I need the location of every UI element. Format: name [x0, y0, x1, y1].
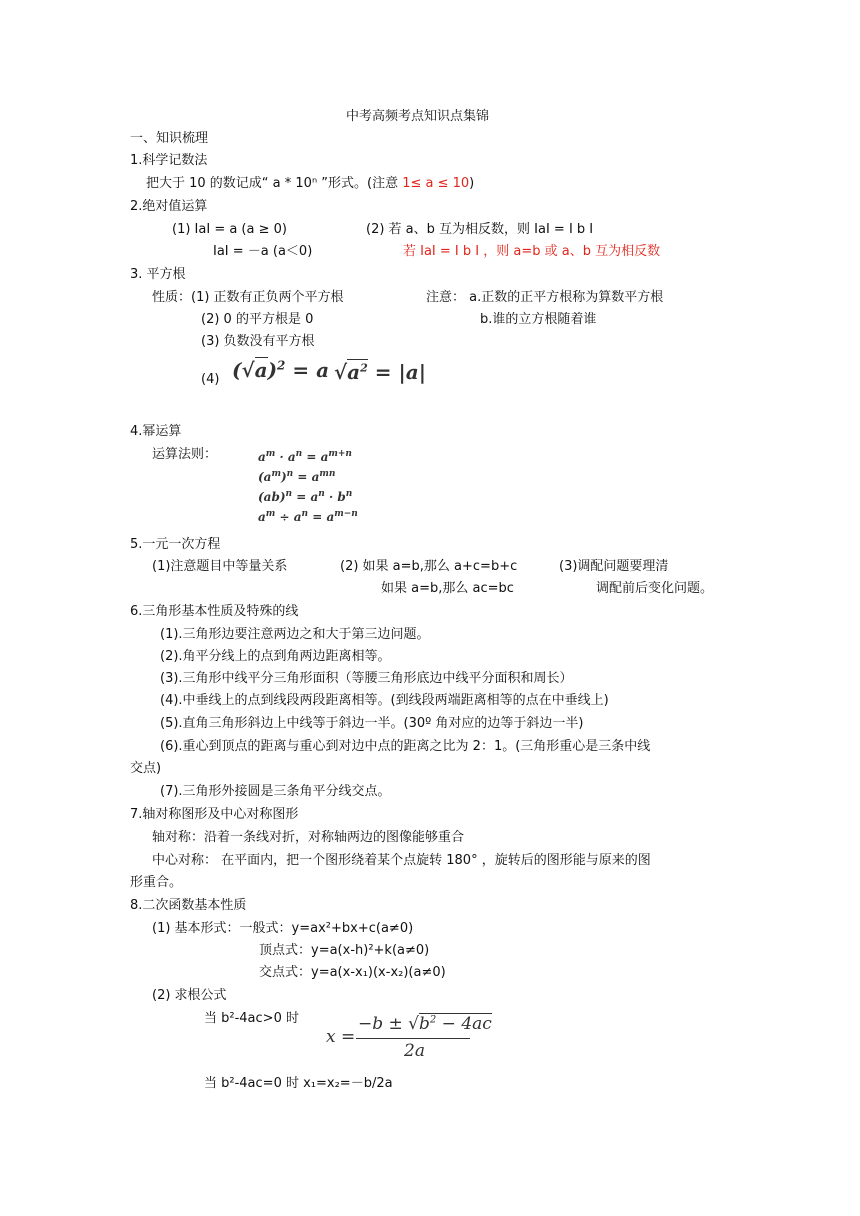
- linear-eq-note-3b: 调配前后变化问题。: [596, 581, 714, 596]
- heading-scientific-notation: 1.科学记数法: [130, 153, 208, 168]
- scientific-notation-range: 1≤ a ≤ 10: [402, 176, 470, 191]
- quadratic-formula: [326, 1010, 492, 1062]
- scientific-notation-body: 把大于 10 的数记成“ a * 10ⁿ ”形式。(注意: [146, 176, 403, 191]
- linear-eq-note-1: (1)注意题目中等量关系: [152, 559, 288, 574]
- linear-eq-note-2a: (2) 如果 a=b,那么 a+c=b+c: [340, 559, 518, 574]
- linear-eq-note-3a: (3)调配问题要理清: [559, 559, 669, 574]
- power-rule-1: $a^m \cdot a^n = a^{m+n}$: [258, 449, 352, 464]
- sqrt-property-3: (3) 负数没有平方根: [201, 334, 315, 349]
- triangle-item: (4).中垂线上的点到线段两段距离相等。(到线段两端距离相等的点在中垂线上): [160, 693, 609, 708]
- root-formula-label: (2) 求根公式: [152, 988, 227, 1003]
- triangle-item: 交点): [130, 761, 162, 776]
- power-rule-3: $(ab)^n = a^n \cdot b^n$: [258, 489, 353, 504]
- abs-rule-1b: IaI = －a (a＜0): [213, 244, 313, 259]
- heading-linear-equation: 5.一元一次方程: [130, 537, 221, 552]
- triangle-item: (3).三角形中线平分三角形面积（等腰三角形底边中线平分面积和周长）: [160, 671, 573, 686]
- triangle-item: (5).直角三角形斜边上中线等于斜边一半。(30º 角对应的边等于斜边一半): [160, 716, 584, 731]
- formula-fraction-bar: [356, 1038, 470, 1039]
- sqrt-property-1: 性质：(1) 正数有正负两个平方根: [152, 290, 344, 305]
- quadratic-general-form: (1) 基本形式：一般式：y=ax²+bx+c(a≠0): [152, 921, 414, 936]
- formula-denominator: 2a: [404, 1041, 425, 1061]
- quadratic-vertex-form: 顶点式：y=a(x-h)²+k(a≠0): [259, 943, 430, 958]
- power-rule-2: $(a^m)^n = a^{mn}$: [258, 469, 336, 484]
- heading-power: 4.幂运算: [130, 424, 182, 439]
- sqrt-note-2: b.谁的立方根随着谁: [480, 312, 597, 327]
- formula-x: x =: [326, 1027, 356, 1047]
- heading-absolute-value: 2.绝对值运算: [130, 199, 208, 214]
- abs-rule-2a: (2) 若 a、b 互为相反数，则 IaI = I b I: [366, 222, 594, 237]
- formula-numerator: $-b \pm √b^2 - 4ac$: [358, 1014, 492, 1034]
- sqrt-note-1: 注意： a.正数的正平方根称为算数平方根: [426, 290, 664, 305]
- power-rule-4: $a^m \div a^n = a^{m-n}$: [258, 509, 358, 524]
- sqrt-formula-1: $(√a)^2 = a$: [232, 358, 330, 382]
- sqrt-property-4-label: (4): [201, 372, 220, 387]
- triangle-item: (1).三角形边要注意两边之和大于第三边问题。: [160, 627, 430, 642]
- section-heading: 一、知识梳理: [130, 131, 209, 146]
- page-title: 中考高频考点知识点集锦: [346, 109, 490, 124]
- axial-symmetry-text: 轴对称：沿着一条线对折，对称轴两边的图像能够重合: [152, 830, 465, 845]
- heading-symmetry: 7.轴对称图形及中心对称图形: [130, 807, 299, 822]
- scientific-notation-text: [146, 175, 474, 193]
- heading-quadratic: 8.二次函数基本性质: [130, 898, 247, 913]
- triangle-item: (2).角平分线上的点到角两边距离相等。: [160, 649, 391, 664]
- triangle-item: (6).重心到顶点的距离与重心到对边中点的距离之比为 2：1。(三角形重心是三条中线: [160, 739, 651, 754]
- central-symmetry-text: 中心对称： 在平面内，把一个图形绕着某个点旋转 180° ，旋转后的图形能与原来的图: [152, 853, 651, 868]
- central-symmetry-text-cont: 形重合。: [130, 875, 183, 890]
- power-rule-label: 运算法则：: [152, 447, 218, 462]
- discriminant-positive: 当 b²-4ac>0 时: [204, 1011, 299, 1026]
- sqrt-formula-2: $√a^2 = |a|$: [334, 360, 426, 384]
- linear-eq-note-2b: 如果 a=b,那么 ac=bc: [381, 581, 514, 596]
- heading-square-root: 3. 平方根: [130, 267, 186, 282]
- abs-rule-2b: 若 IaI = I b I ，则 a=b 或 a、b 互为相反数: [403, 244, 661, 259]
- heading-triangle: 6.三角形基本性质及特殊的线: [130, 604, 299, 619]
- discriminant-zero: 当 b²-4ac=0 时 x₁=x₂=－b/2a: [204, 1076, 393, 1091]
- triangle-item: (7).三角形外接圆是三条角平分线交点。: [160, 784, 391, 799]
- scientific-notation-close: ): [469, 176, 475, 191]
- sqrt-property-2: (2) 0 的平方根是 0: [201, 312, 314, 327]
- abs-rule-1a: (1) IaI = a (a ≥ 0): [172, 222, 287, 237]
- quadratic-intercept-form: 交点式：y=a(x-x₁)(x-x₂)(a≠0): [259, 965, 446, 980]
